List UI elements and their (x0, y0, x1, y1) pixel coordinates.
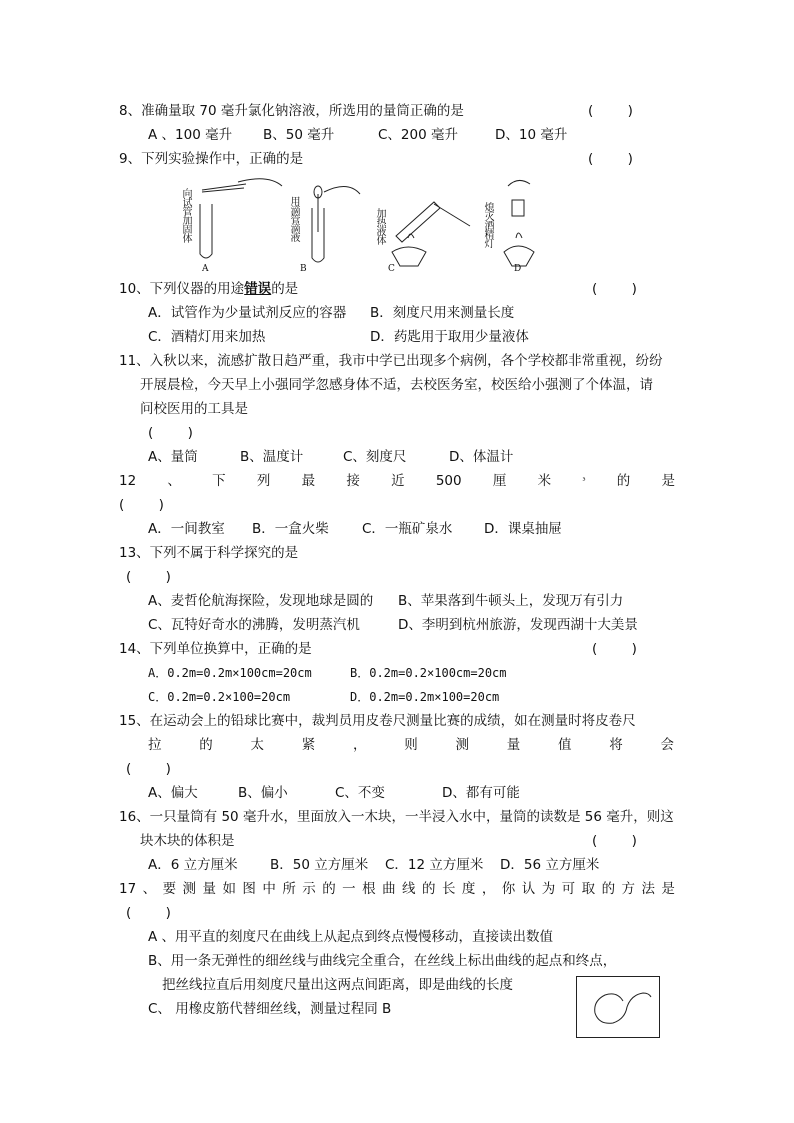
q13-option-a: A、麦哲伦航海探险，发现地球是圆的 (148, 593, 374, 609)
q14-option-b: B．0.2m=0.2×100cm=20cm (350, 666, 507, 680)
q17-token: 测 (182, 881, 197, 897)
q17-token: 法 (641, 881, 655, 897)
q17-token: 曲 (382, 881, 396, 897)
q15-token: 测 (455, 737, 469, 753)
q13-stem: 13、下列不属于科学探究的是 (119, 545, 299, 561)
figure-letter-d: D (514, 264, 522, 274)
q15-option-b: B、偏小 (238, 785, 288, 801)
q10-answer-paren[interactable]: ( ) (592, 281, 637, 297)
q10-stem-emphasis: 错误 (244, 281, 272, 297)
q14-answer-paren[interactable]: ( ) (592, 641, 637, 657)
q8-option-a: A 、100 毫升 (148, 127, 233, 143)
q16-line-2: 块木块的体积是 (140, 833, 235, 849)
q13-option-c: C、瓦特好奇水的沸腾，发明蒸汽机 (148, 617, 360, 633)
q15-token: 则 (404, 737, 418, 753)
q15-option-a: A、偏大 (148, 785, 198, 801)
q15-option-c: C、不变 (335, 785, 385, 801)
figure-label-c: 加热液体 (374, 208, 385, 244)
q16-option-d: D．56 立方厘米 (500, 857, 600, 873)
q8-option-b: B、50 毫升 (263, 127, 335, 143)
q16-option-c: C．12 立方厘米 (385, 857, 484, 873)
q14-option-a: A．0.2m=0.2m×100cm=20cm (148, 666, 312, 680)
q8-stem: 8、准确量取 70 毫升氯化钠溶液，所选用的量筒正确的是 (119, 103, 464, 119)
q15-token: 将 (609, 737, 623, 753)
hand-a (238, 179, 282, 186)
q17-token: 你 (501, 881, 516, 897)
q8-option-c: C、200 毫升 (378, 127, 458, 143)
q17-token: 为 (541, 881, 556, 897)
q11-line-2: 开展晨检，今天早上小强同学忽感身体不适，去校医务室，校医给小强测了个体温，请 (140, 377, 653, 393)
q11-option-c: C、刻度尺 (343, 449, 407, 465)
q13-option-b: B、苹果落到牛顿头上，发现万有引力 (398, 593, 624, 609)
q17-token: 取 (581, 881, 596, 897)
q17-stem (119, 880, 675, 898)
q17-token: 可 (561, 881, 576, 897)
q12-answer-paren[interactable]: ( ) (119, 497, 164, 513)
lamp-c (392, 247, 426, 266)
q9-stem: 9、下列实验操作中，正确的是 (119, 151, 304, 167)
q12-token: 的 (616, 473, 631, 489)
q12-token: 接 (346, 473, 360, 489)
q15-token: 太 (250, 737, 264, 753)
q12-token: 是 (661, 473, 675, 489)
q17-token: 的 (322, 881, 336, 897)
q12-option-c: C．一瓶矿泉水 (362, 521, 453, 537)
q17-option-b-line-2: 把丝线拉直后用刻度尺量出这两点间距离，即是曲线的长度 (162, 977, 513, 993)
q17-token: 17 (119, 881, 137, 897)
q15-token: 会 (660, 737, 674, 753)
q17-token: 线 (402, 881, 416, 897)
q17-token: 长 (441, 881, 456, 897)
q11-answer-paren[interactable]: ( ) (148, 425, 193, 441)
q8-answer-paren[interactable]: ( ) (588, 103, 633, 119)
curve-line-drawing (577, 977, 659, 1037)
cap-d (512, 200, 524, 216)
q17-option-a: A 、用平直的刻度尺在曲线上从起点到终点慢慢移动，直接读出数值 (148, 929, 554, 945)
q16-answer-paren[interactable]: ( ) (592, 833, 637, 849)
q15-token: 紧 (301, 737, 316, 753)
q10-option-a: A．试管作为少量试剂反应的容器 (148, 305, 347, 321)
test-tube-a (200, 204, 212, 258)
q16-option-b: B．50 立方厘米 (270, 857, 369, 873)
q17-token: 是 (661, 881, 675, 897)
q15-token: ， (353, 737, 367, 753)
figure-letter-b: B (300, 264, 307, 274)
hand-d (508, 180, 530, 186)
figure-letter-c: C (388, 264, 395, 274)
q10-option-c: C．酒精灯用来加热 (148, 329, 266, 345)
q8-option-d: D、10 毫升 (495, 127, 568, 143)
figure-label-b: 用滴管滴液 (288, 196, 299, 241)
q15-answer-paren[interactable]: ( ) (126, 761, 171, 777)
q12-token: 下 (212, 473, 226, 489)
q15-token: 的 (199, 737, 213, 753)
q12-token: 、 (167, 473, 181, 489)
q12-token: ³ (582, 476, 586, 485)
q15-line-2 (148, 736, 674, 754)
q17-token: 如 (222, 881, 236, 897)
q17-option-c: C、 用橡皮筋代替细丝线，测量过程同 B (148, 1001, 392, 1017)
q12-stem (119, 472, 675, 490)
q17-token: 的 (421, 881, 436, 897)
q14-option-c: C．0.2m=0.2×100=20cm (148, 690, 291, 704)
q17-token: 示 (302, 881, 316, 897)
q16-option-a: A．6 立方厘米 (148, 857, 238, 873)
test-tube-c (396, 202, 440, 242)
q17-token: 所 (282, 881, 296, 897)
q17-token: 要 (162, 881, 177, 897)
q9-answer-paren[interactable]: ( ) (588, 151, 633, 167)
q10-stem (119, 280, 298, 298)
holder-c (434, 204, 470, 226)
figure-letter-a: A (202, 264, 209, 274)
q11-option-d: D、体温计 (449, 449, 514, 465)
q17-token: 一 (342, 881, 356, 897)
lamp-d (504, 246, 534, 266)
q13-answer-paren[interactable]: ( ) (126, 569, 171, 585)
q17-token: 认 (521, 881, 536, 897)
q16-line-1: 16、一只量筒有 50 毫升水，里面放入一木块，一半浸入水中，量筒的读数是 56 毫升，则这 (119, 809, 674, 825)
flame-c (408, 234, 414, 238)
curve-figure (576, 976, 660, 1038)
q17-token: 量 (202, 881, 216, 897)
q17-answer-paren[interactable]: ( ) (126, 905, 171, 921)
q14-stem: 14、下列单位换算中，正确的是 (119, 641, 312, 657)
q11-option-a: A、量筒 (148, 449, 198, 465)
q12-option-a: A．一间教室 (148, 521, 225, 537)
q17-token: 的 (601, 881, 616, 897)
q12-token: 米 (537, 473, 552, 489)
q17-option-b-line-1: B、用一条无弹性的细丝线与曲线完全重合，在丝线上标出曲线的起点和终点， (148, 953, 617, 969)
q14-option-d: D．0.2m=0.2m×100=20cm (350, 690, 500, 704)
q12-token: 列 (256, 473, 271, 489)
q17-token: 根 (362, 881, 376, 897)
q17-token: 图 (242, 881, 256, 897)
q13-option-d: D、李明到杭州旅游，发现西湖十大美景 (398, 617, 638, 633)
flame-d (516, 233, 522, 238)
q12-token: 500 (435, 473, 462, 489)
q17-token: 中 (262, 881, 276, 897)
q15-token: 量 (506, 737, 521, 753)
q12-token: 最 (301, 473, 316, 489)
hand-b (324, 186, 360, 194)
q17-token: ， (481, 881, 496, 897)
q11-option-b: B、温度计 (240, 449, 304, 465)
q17-token: 、 (142, 881, 157, 897)
q15-token: 拉 (148, 737, 162, 753)
figure-label-a: 向试管加固体 (180, 188, 191, 242)
tweezers-a (202, 184, 246, 192)
q11-line-1: 11、入秋以来，流感扩散日趋严重，我市中学已出现多个病例，各个学校都非常重视，纷纷 (119, 353, 663, 369)
figure-label-d: 熄灭酒精灯 (482, 202, 493, 247)
q10-option-d: D．药匙用于取用少量液体 (370, 329, 529, 345)
q10-stem-pre: 10、下列仪器的用途 (119, 281, 245, 297)
q9-figure (178, 172, 548, 276)
q10-option-b: B．刻度尺用来测量长度 (370, 305, 515, 321)
q17-token: 方 (621, 881, 636, 897)
q15-line-1: 15、在运动会上的铅球比赛中，裁判员用皮卷尺测量比赛的成绩，如在测量时将皮卷尺 (119, 713, 636, 729)
q15-token: 值 (558, 737, 572, 753)
q12-token: 厘 (492, 473, 507, 489)
q11-line-3: 问校医用的工具是 (140, 401, 248, 417)
q10-stem-post: 的是 (271, 281, 299, 297)
q12-token: 12 (119, 473, 137, 489)
q12-option-d: D．课桌抽屉 (484, 521, 562, 537)
q15-option-d: D、都有可能 (442, 785, 520, 801)
q12-option-b: B．一盒火柴 (252, 521, 329, 537)
q17-token: 度 (461, 881, 476, 897)
q12-token: 近 (391, 473, 405, 489)
